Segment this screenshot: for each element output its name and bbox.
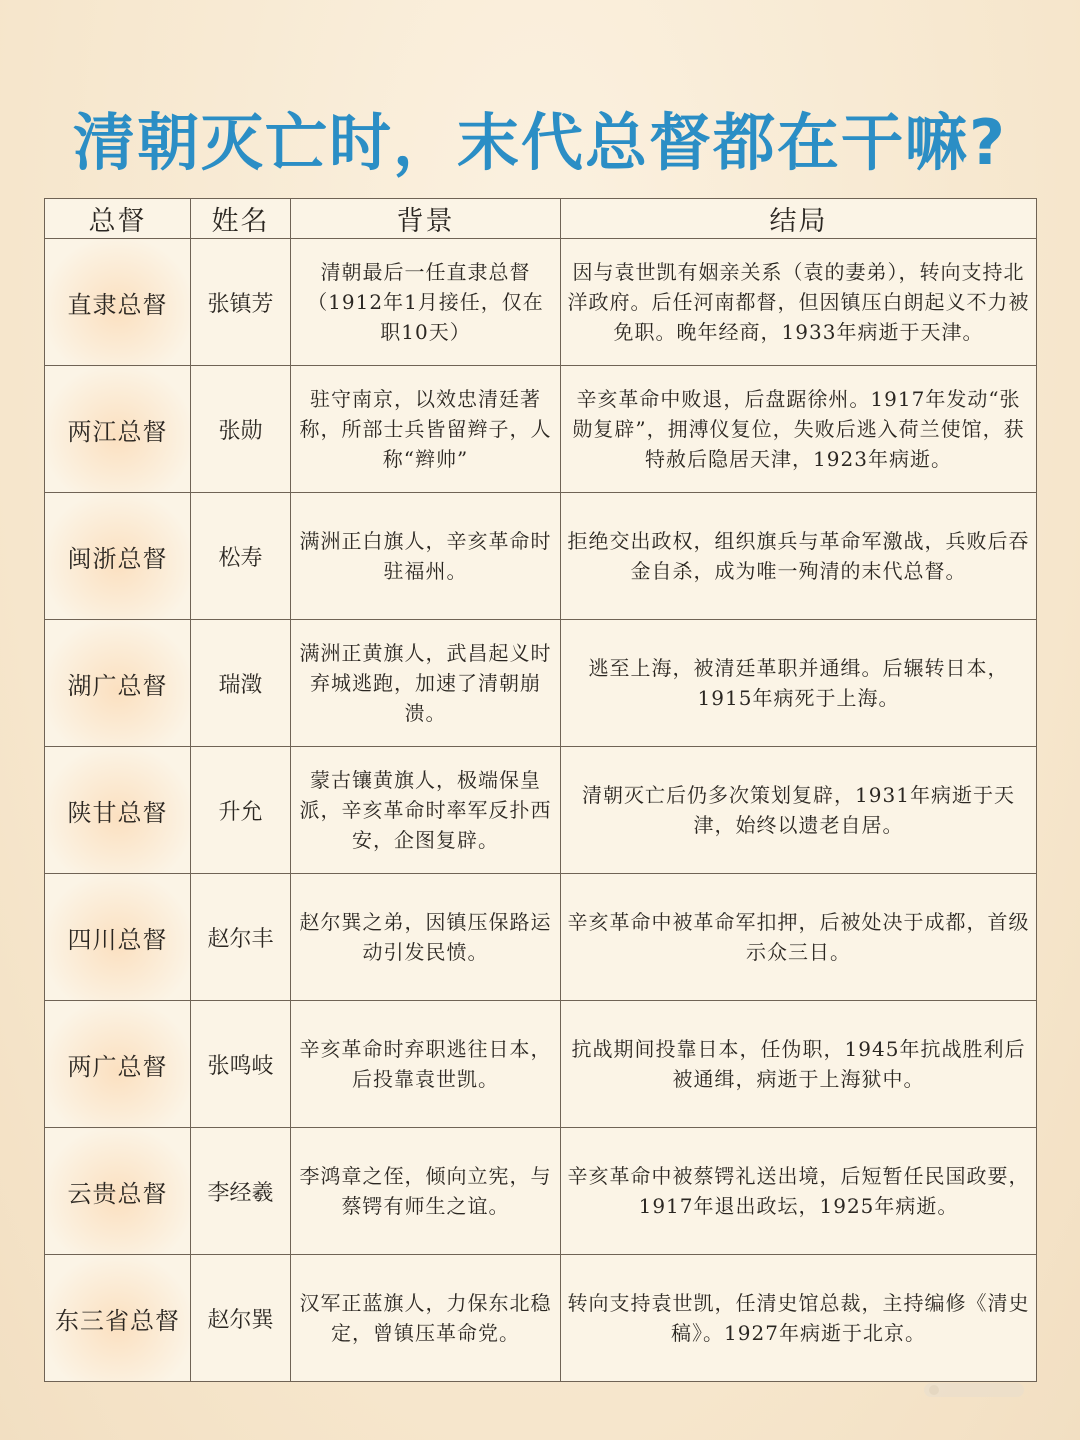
header-outcome: 结局 bbox=[561, 199, 1037, 239]
outcome-cell: 清朝灭亡后仍多次策划复辟，1931年病逝于天津，始终以遗老自居。 bbox=[561, 747, 1037, 874]
province-cell: 东三省总督 bbox=[45, 1255, 191, 1382]
name-cell: 张勋 bbox=[191, 366, 291, 493]
outcome-cell: 转向支持袁世凯，任清史馆总裁，主持编修《清史稿》。1927年病逝于北京。 bbox=[561, 1255, 1037, 1382]
province-cell: 直隶总督 bbox=[45, 239, 191, 366]
outcome-cell: 抗战期间投靠日本，任伪职，1945年抗战胜利后被通缉，病逝于上海狱中。 bbox=[561, 1001, 1037, 1128]
header-governor: 总督 bbox=[45, 199, 191, 239]
background-cell: 驻守南京，以效忠清廷著称，所部士兵皆留辫子，人称“辫帅” bbox=[291, 366, 561, 493]
name-cell: 松寿 bbox=[191, 493, 291, 620]
province-cell: 闽浙总督 bbox=[45, 493, 191, 620]
background-cell: 李鸿章之侄，倾向立宪，与蔡锷有师生之谊。 bbox=[291, 1128, 561, 1255]
table-row bbox=[45, 1001, 1037, 1128]
province-cell: 两广总督 bbox=[45, 1001, 191, 1128]
background-cell: 辛亥革命时弃职逃往日本，后投靠袁世凯。 bbox=[291, 1001, 561, 1128]
province-cell: 云贵总督 bbox=[45, 1128, 191, 1255]
table-header-row bbox=[45, 199, 1037, 239]
name-cell: 瑞澂 bbox=[191, 620, 291, 747]
background-cell: 满洲正白旗人，辛亥革命时驻福州。 bbox=[291, 493, 561, 620]
header-background: 背景 bbox=[291, 199, 561, 239]
background-cell: 汉军正蓝旗人，力保东北稳定，曾镇压革命党。 bbox=[291, 1255, 561, 1382]
province-cell: 四川总督 bbox=[45, 874, 191, 1001]
background-cell: 满洲正黄旗人，武昌起义时弃城逃跑，加速了清朝崩溃。 bbox=[291, 620, 561, 747]
name-cell: 赵尔巽 bbox=[191, 1255, 291, 1382]
table-row bbox=[45, 1255, 1037, 1382]
table-row bbox=[45, 1128, 1037, 1255]
table-row bbox=[45, 366, 1037, 493]
name-cell: 张鸣岐 bbox=[191, 1001, 291, 1128]
outcome-cell: 辛亥革命中被革命军扣押，后被处决于成都，首级示众三日。 bbox=[561, 874, 1037, 1001]
governors-table bbox=[44, 198, 1037, 1382]
watermark-icon bbox=[922, 1378, 1042, 1402]
background-cell: 赵尔巽之弟，因镇压保路运动引发民愤。 bbox=[291, 874, 561, 1001]
name-cell: 赵尔丰 bbox=[191, 874, 291, 1001]
outcome-cell: 辛亥革命中败退，后盘踞徐州。1917年发动“张勋复辟”，拥溥仪复位，失败后逃入荷兰使馆，获特赦后隐居天津，1923年病逝。 bbox=[561, 366, 1037, 493]
outcome-cell: 逃至上海，被清廷革职并通缉。后辗转日本，1915年病死于上海。 bbox=[561, 620, 1037, 747]
table-row bbox=[45, 747, 1037, 874]
province-cell: 陕甘总督 bbox=[45, 747, 191, 874]
page-title: 清朝灭亡时，末代总督都在干嘛? bbox=[73, 106, 1007, 179]
outcome-cell: 因与袁世凯有姻亲关系（袁的妻弟），转向支持北洋政府。后任河南都督，但因镇压白朗起义不力被免职。晚年经商，1933年病逝于天津。 bbox=[561, 239, 1037, 366]
background-cell: 清朝最后一任直隶总督（1912年1月接任，仅在职10天） bbox=[291, 239, 561, 366]
name-cell: 张镇芳 bbox=[191, 239, 291, 366]
table-row bbox=[45, 493, 1037, 620]
table-row bbox=[45, 874, 1037, 1001]
outcome-cell: 拒绝交出政权，组织旗兵与革命军激战，兵败后吞金自杀，成为唯一殉清的末代总督。 bbox=[561, 493, 1037, 620]
background-cell: 蒙古镶黄旗人，极端保皇派，辛亥革命时率军反扑西安，企图复辟。 bbox=[291, 747, 561, 874]
table-row bbox=[45, 620, 1037, 747]
name-cell: 升允 bbox=[191, 747, 291, 874]
name-cell: 李经羲 bbox=[191, 1128, 291, 1255]
province-cell: 湖广总督 bbox=[45, 620, 191, 747]
header-name: 姓名 bbox=[191, 199, 291, 239]
table-row bbox=[45, 239, 1037, 366]
province-cell: 两江总督 bbox=[45, 366, 191, 493]
outcome-cell: 辛亥革命中被蔡锷礼送出境，后短暂任民国政要，1917年退出政坛，1925年病逝。 bbox=[561, 1128, 1037, 1255]
